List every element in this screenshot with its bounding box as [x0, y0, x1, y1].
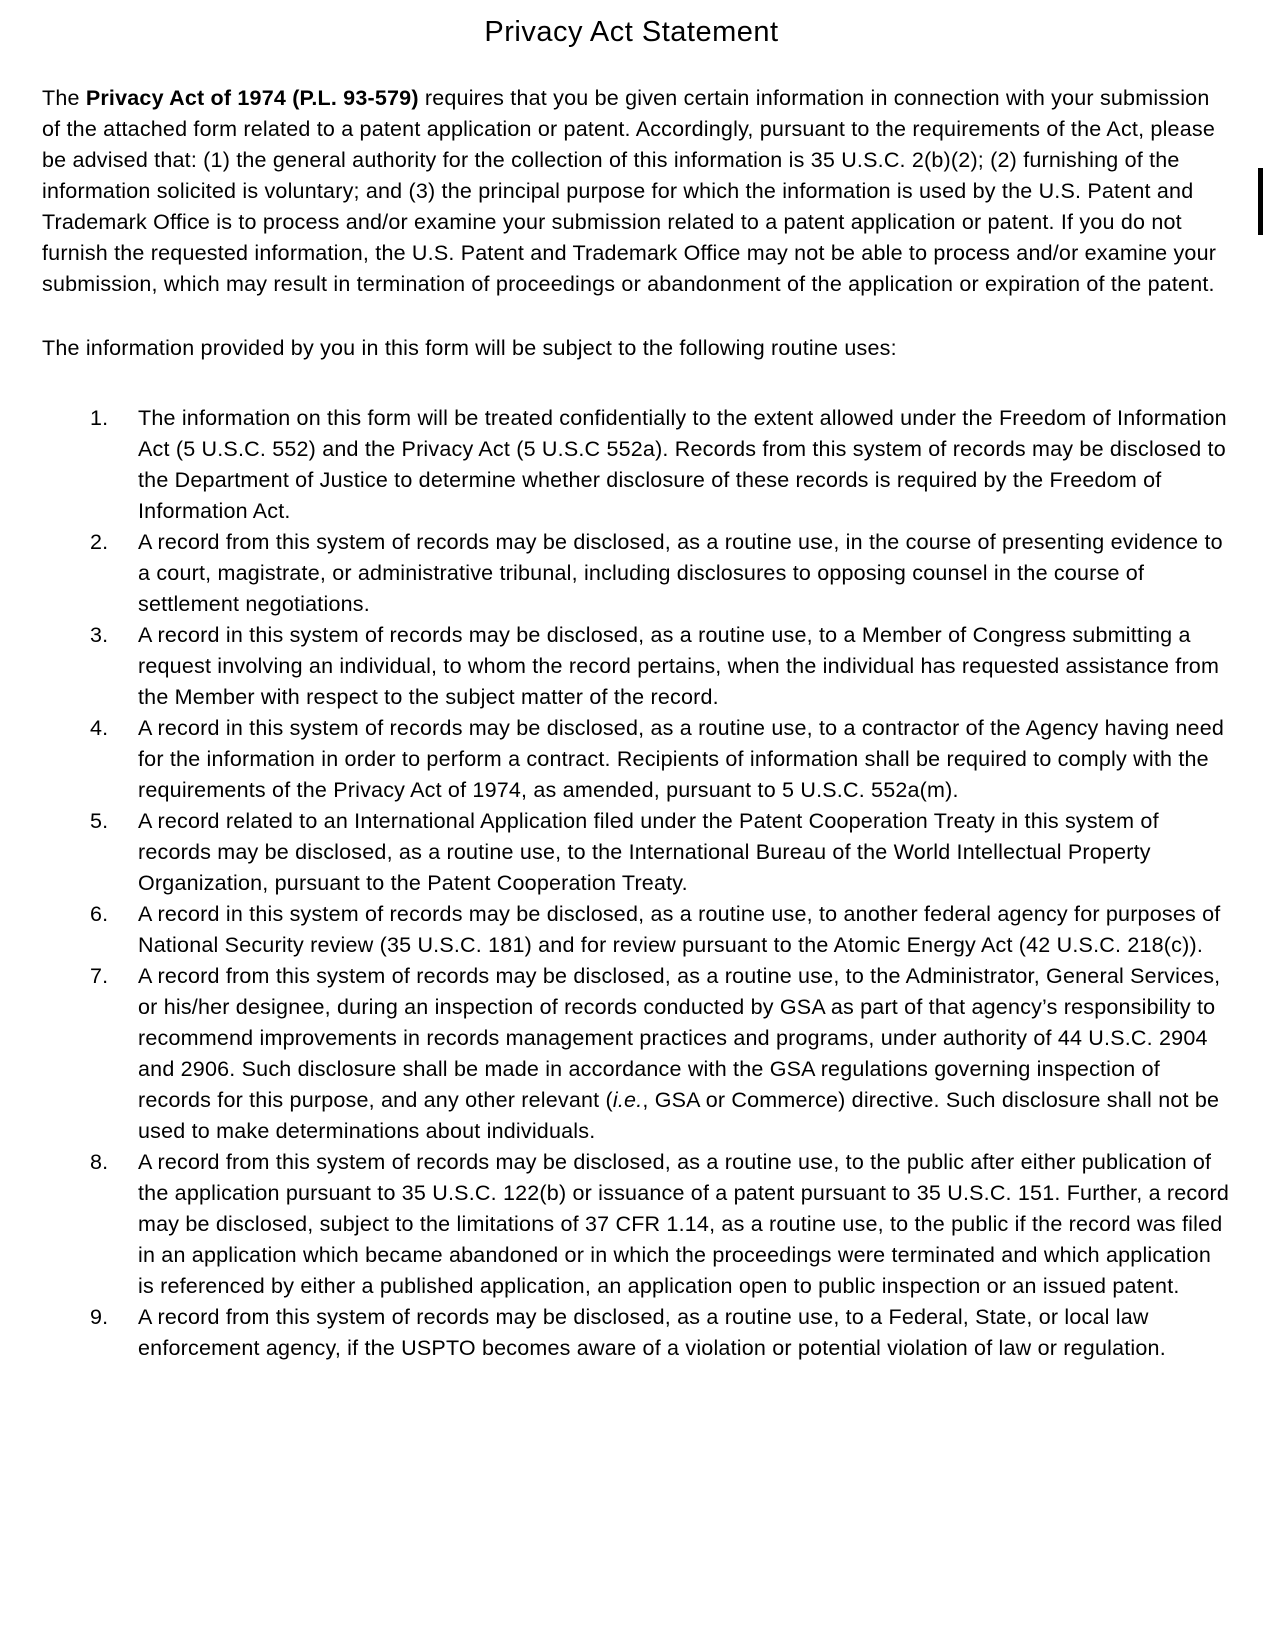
document-body	[0, 83, 1263, 1364]
list-item	[90, 806, 1231, 899]
list-item	[90, 1147, 1231, 1302]
list-item-text: A record from this system of records may be disclosed, as a routine use, in the course of presenting evidence to a court, magistrate, or administrative tribunal, including disclosures to opposing counsel in the course of settlement negotiations.	[138, 530, 1223, 616]
list-item-text-post: , GSA or Commerce) directive. Such disclosure shall not be used to make determinations about individuals.	[138, 1088, 1220, 1143]
list-item	[90, 527, 1231, 620]
routine-uses-list	[90, 403, 1231, 1364]
intro-text-post: requires that you be given certain information in connection with your submission of the attached form related to a patent application or patent. Accordingly, pursuant to the requirements of the Act, please be advised that: (1) the general authority for the collection of this information is 35 U.S.C. 2(b)(2); (2) furnishing of the information solicited is voluntary; and (3) the principal purpose for which the information is used by the U.S. Patent and Trademark Office is to process and/or examine your submission related to a patent application or patent. If you do not furnish the requested information, the U.S. Patent and Trademark Office may not be able to process and/or examine your submission, which may result in termination of proceedings or abandonment of the application or expiration of the patent.	[42, 86, 1217, 296]
page-title: Privacy Act Statement	[484, 16, 779, 48]
scan-artifact-line	[1258, 168, 1263, 235]
list-item-text: The information on this form will be treated confidentially to the extent allowed under the Freedom of Information Act (5 U.S.C. 552) and the Privacy Act (5 U.S.C 552a). Records from this system of records may be disclosed to the Department of Justice to determine whether disclosure of these records is required by the Freedom of Information Act.	[138, 406, 1227, 523]
list-item-text	[138, 961, 1231, 1147]
list-item-number: 4.	[90, 716, 109, 740]
list-item-text: A record in this system of records may be disclosed, as a routine use, to another federal agency for purposes of National Security review (35 U.S.C. 181) and for review pursuant to the Atomic Energy Act (42 U.S.C. 218(c)).	[138, 902, 1221, 957]
privacy-act-bold-reference: Privacy Act of 1974 (P.L. 93-579)	[85, 86, 419, 110]
list-item-text: A record in this system of records may be disclosed, as a routine use, to a contractor of the Agency having need for the information in order to perform a contract. Recipients of information shall be required to comply with the requirements of the Privacy Act of 1974, as amended, pursuant to 5 U.S.C. 552a(m).	[138, 716, 1225, 802]
list-item-text: A record related to an International Application filed under the Patent Cooperation Treaty in this system of records may be disclosed, as a routine use, to the International Bureau of the World Intellectual Property Organization, pursuant to the Patent Cooperation Treaty.	[138, 809, 1159, 895]
list-item-number: 6.	[90, 902, 109, 926]
list-item-text: A record from this system of records may be disclosed, as a routine use, to a Federal, State, or local law enforcement agency, if the USPTO becomes aware of a violation or potential violation of law or regulation.	[138, 1305, 1166, 1360]
list-item-text: A record from this system of records may be disclosed, as a routine use, to the public after either publication of the application pursuant to 35 U.S.C. 122(b) or issuance of a patent pursuant to 35 U.S.C. 151. Further, a record may be disclosed, subject to the limitations of 37 CFR 1.14, as a routine use, to the public if the record was filed in an application which became abandoned or in which the proceedings were terminated and which application is referenced by either a published application, an application open to public inspection or an issued patent.	[138, 1150, 1230, 1298]
list-item	[90, 713, 1231, 806]
list-item-number: 7.	[90, 964, 109, 988]
list-item	[90, 1302, 1231, 1364]
list-item-text: A record in this system of records may be disclosed, as a routine use, to a Member of Congress submitting a request involving an individual, to whom the record pertains, when the individual has requested assistance from the Member with respect to the subject matter of the record.	[138, 623, 1220, 709]
list-item	[90, 403, 1231, 527]
list-item-number: 8.	[90, 1150, 109, 1174]
intro-text-pre: The	[42, 86, 86, 110]
routine-uses-lead: The information provided by you in this form will be subject to the following routine uses:	[42, 336, 897, 360]
list-item-number: 3.	[90, 623, 109, 647]
list-item-number: 9.	[90, 1305, 109, 1329]
list-item	[90, 899, 1231, 961]
list-item-text-pre: A record from this system of records may be disclosed, as a routine use, to the Administrator, General Services, or his/her designee, during an inspection of records conducted by GSA as part of that agency’s responsibility to recommend improvements in records management practices and programs, under authority of 44 U.S.C. 2904 and 2906. Such disclosure shall be made in accordance with the GSA regulations governing inspection of records for this purpose, and any other relevant (	[138, 964, 1221, 1112]
list-item	[90, 961, 1231, 1147]
list-item-text-italic: i.e.	[612, 1088, 643, 1112]
intro-paragraph	[42, 83, 1231, 300]
list-item-number: 1.	[90, 406, 109, 430]
list-item-number: 5.	[90, 809, 109, 833]
list-item	[90, 620, 1231, 713]
list-item-number: 2.	[90, 530, 109, 554]
